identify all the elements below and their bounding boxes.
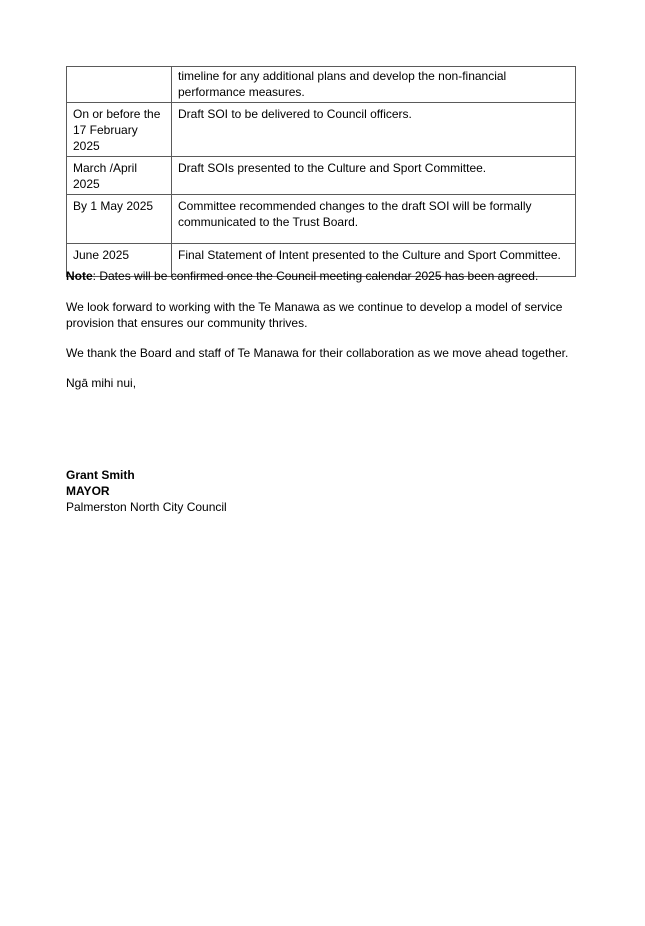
timeline-table (66, 66, 576, 277)
date-cell (67, 67, 172, 103)
action-cell: timeline for any additional plans and develop the non-financial performance measures. (172, 67, 576, 103)
thanks-paragraph: We thank the Board and staff of Te Manawa for their collaboration as we move ahead together. (66, 346, 569, 360)
date-cell: On or before the 17 February 2025 (67, 103, 172, 157)
action-cell: Final Statement of Intent presented to the Culture and Sport Committee. (172, 244, 576, 277)
date-cell: June 2025 (67, 244, 172, 277)
look-forward-paragraph: We look forward to working with the Te Manawa as we continue to develop a model of service provision that ensures our community thrives. (66, 300, 563, 330)
table-row (67, 67, 576, 103)
table-row (67, 103, 576, 157)
signatory-title: MAYOR (66, 484, 110, 498)
dates-note (66, 268, 576, 284)
action-cell: Draft SOI to be delivered to Council officers. (172, 103, 576, 157)
table-row (67, 195, 576, 244)
note-text: : Dates will be confirmed once the Council meeting calendar 2025 has been agreed. (92, 269, 539, 283)
note-label: Note (66, 269, 93, 283)
closing-salutation: Ngā mihi nui, (66, 376, 137, 390)
signatory-name: Grant Smith (66, 468, 135, 482)
action-cell: Committee recommended changes to the draft SOI will be formally communicated to the Trust Board. (172, 195, 576, 244)
table-row (67, 157, 576, 195)
action-cell: Draft SOIs presented to the Culture and Sport Committee. (172, 157, 576, 195)
date-cell: By 1 May 2025 (67, 195, 172, 244)
signature-block (66, 467, 227, 515)
signatory-organisation: Palmerston North City Council (66, 500, 227, 514)
date-cell: March /April 2025 (67, 157, 172, 195)
